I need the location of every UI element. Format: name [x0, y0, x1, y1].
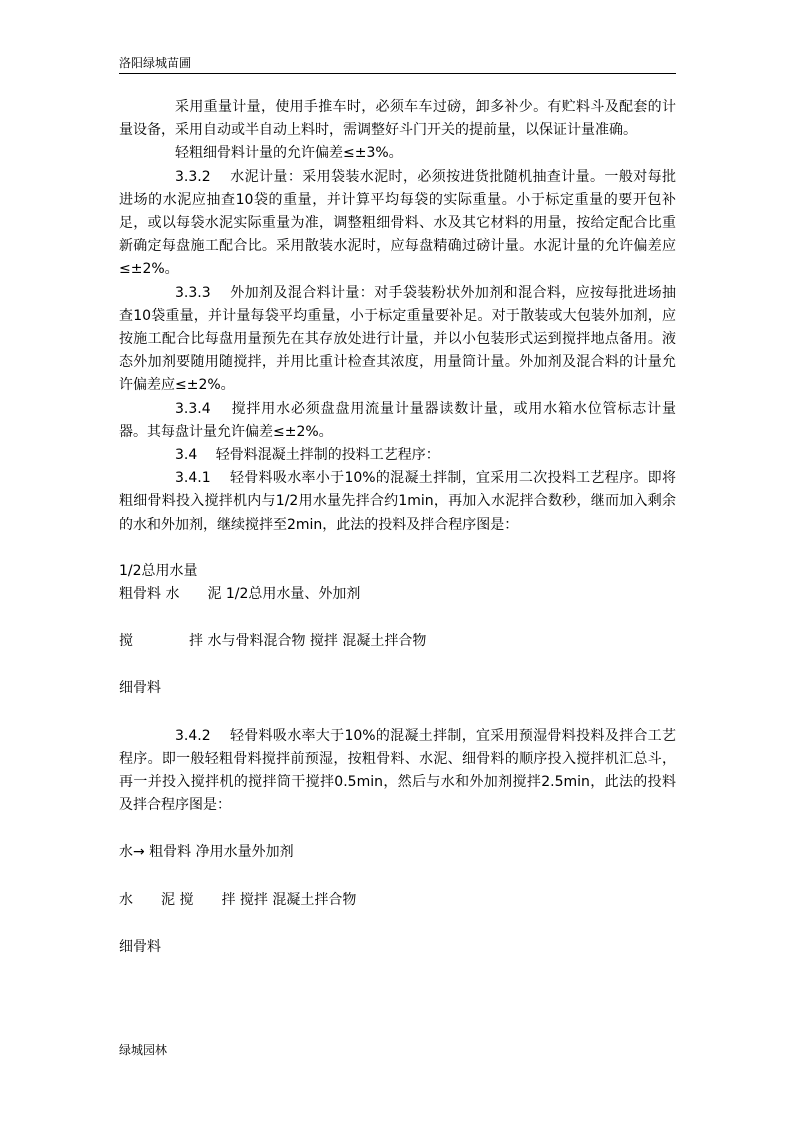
- document-body: [119, 96, 676, 959]
- page-footer: 绿城园林: [119, 1043, 168, 1057]
- flow2-line2: 水 泥 搅 拌 搅拌 混凝土拌合物: [119, 891, 357, 908]
- section-heading-3-4: 3.4 轻骨料混凝土拌制的投料工艺程序：: [175, 447, 440, 464]
- paragraph-3-3-4: 3.3.4 搅拌用水必须盘盘用流量计量器读数计量，或用水箱水位管标志计量器。其每盘计量允许偏差≤±2%。: [119, 400, 676, 440]
- paragraph-aggregate-tolerance: 轻粗细骨料计量的允许偏差≤±3%。: [175, 145, 403, 162]
- flow2-line3: 细骨料: [119, 938, 161, 955]
- paragraph-3-4-1: 3.4.1 轻骨料吸水率小于10%的混凝土拌制，宜采用二次投料工艺程序。即将粗细骨料投入搅拌机内与1/2用水量先拌合约1min，再加入水泥拌合数秒，继而加入剩余的水和外加剂，继续搅拌至2min，此法的投料及拌合程序图是：: [119, 470, 676, 533]
- paragraph-3-4-2: 3.4.2 轻骨料吸水率大于10%的混凝土拌制，宜采用预湿骨料投料及拌合工艺程序。即一般轻粗骨料搅拌前预湿，按粗骨料、水泥、细骨料的顺序投入搅拌机汇总斗，再一并投入搅拌机的搅拌筒干搅拌0.5min，然后与水和外加剂搅拌2.5min，此法的投料及拌合程序图是：: [119, 727, 676, 814]
- header-divider: [119, 73, 676, 74]
- paragraph-weighing: 采用重量计量，使用手推车时，必须车车过磅，卸多补少。有贮料斗及配套的计量设备，采用自动或半自动上料时，需调整好斗门开关的提前量，以保证计量准确。: [119, 99, 676, 139]
- page-header: 洛阳绿城苗圃: [119, 56, 192, 70]
- flow1-line1: 1/2总用水量: [119, 562, 198, 579]
- paragraph-3-3-2: 3.3.2 水泥计量：采用袋装水泥时，必须按进货批随机抽查计量。一般对每批进场的水泥应抽查10袋的重量，并计算平均每袋的实际重量。小于标定重量的要开包补足，或以每袋水泥实际重量为准，调整粗细骨料、水及其它材料的用量，按给定配合比重新确定每盘施工配合比。采用散装水泥时，应每盘精确过磅计量。水泥计量的允许偏差应≤±2%。: [119, 168, 676, 278]
- flow1-line3: 搅 拌 水与骨料混合物 搅拌 混凝土拌合物: [119, 633, 427, 650]
- flow1-line4: 细骨料: [119, 680, 161, 697]
- paragraph-3-3-3: 3.3.3 外加剂及混合料计量：对手袋装粉状外加剂和混合料，应按每批进场抽查10袋重量，并计量每袋平均重量，小于标定重量要补足。对于散装或大包装外加剂，应按施工配合比每盘用量预先在其存放处进行计量，并以小包装形式运到搅拌地点备用。液态外加剂要随用随搅拌，并用比重计检查其浓度，用量筒计量。外加剂及混合料的计量允许偏差应≤±2%。: [119, 284, 676, 394]
- flow2-line1: 水→ 粗骨料 净用水量外加剂: [119, 844, 294, 861]
- flow1-line2: 粗骨料 水 泥 1/2总用水量、外加剂: [119, 586, 361, 603]
